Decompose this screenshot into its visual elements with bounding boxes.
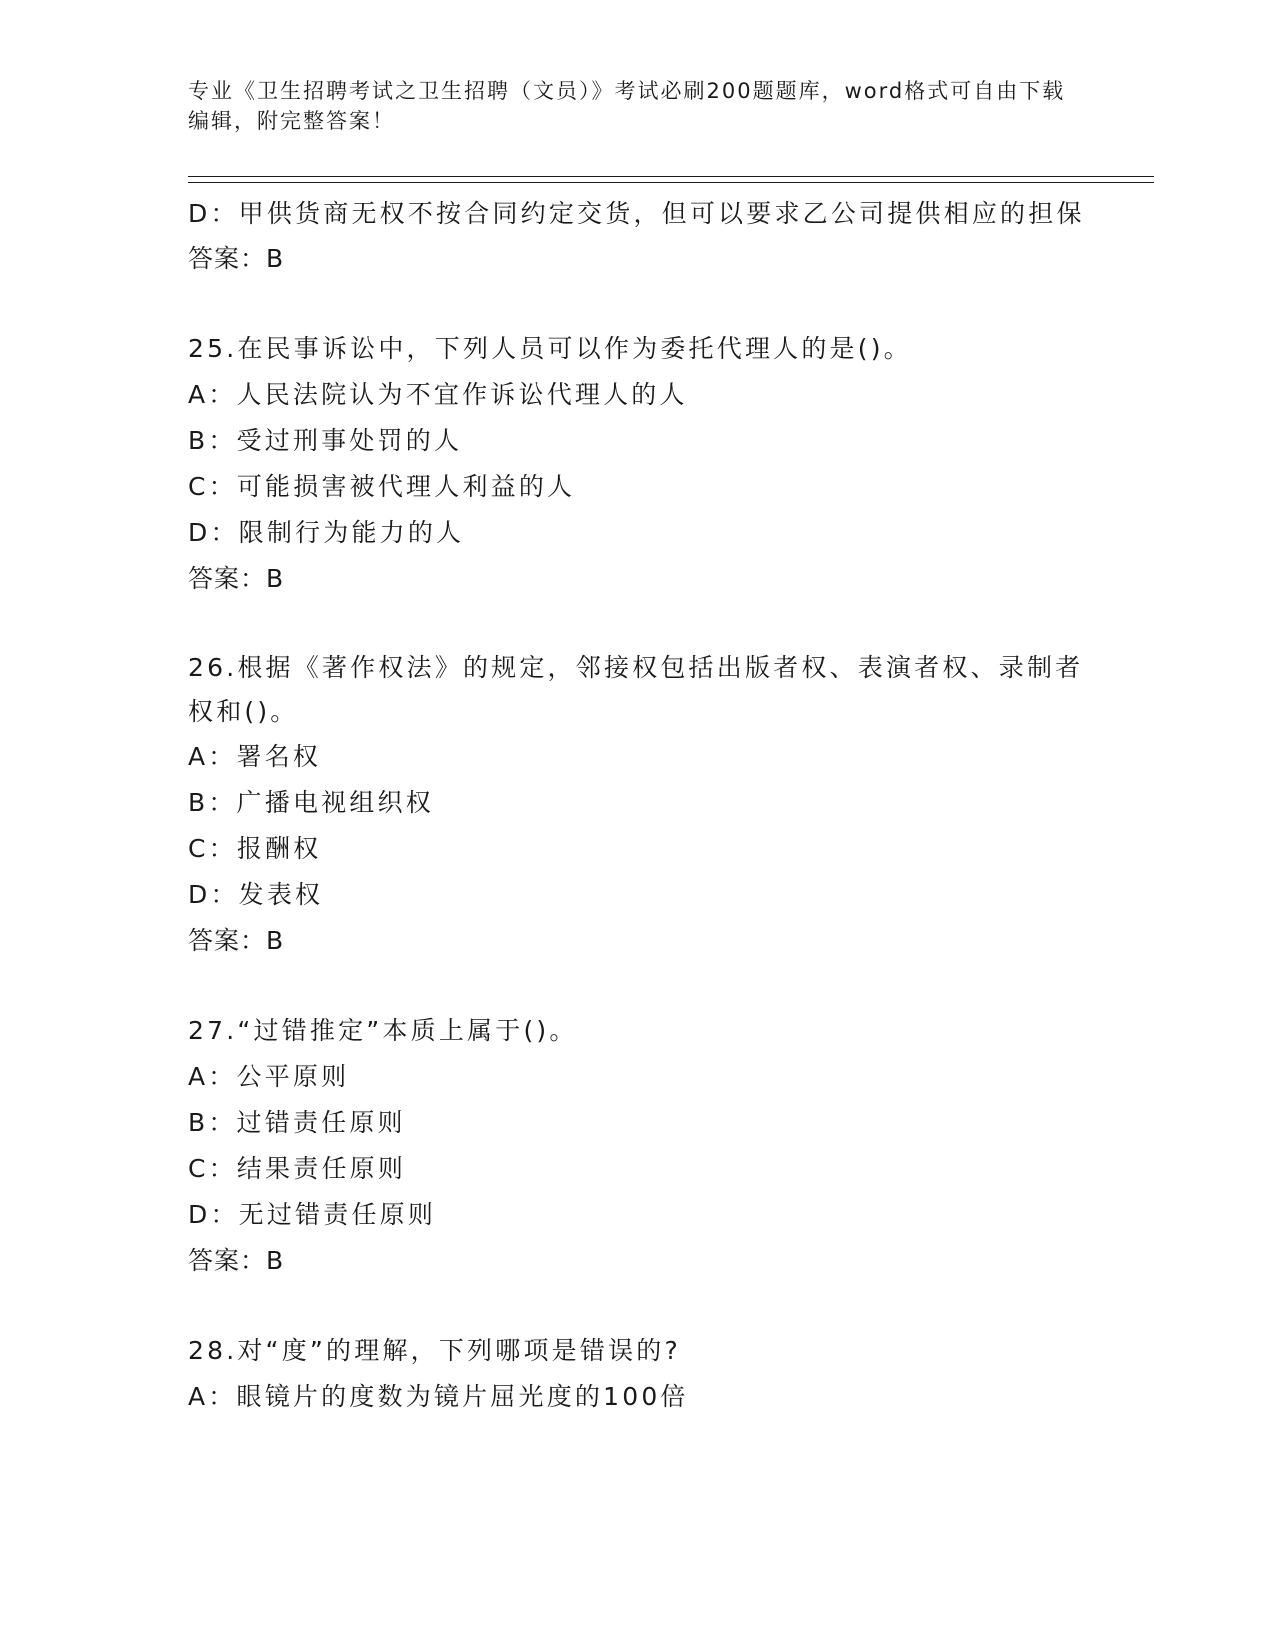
option-d: D：发表权 <box>188 880 324 909</box>
question-27 <box>188 1008 1088 1284</box>
question-28 <box>188 1328 1088 1420</box>
option-b: B：过错责任原则 <box>188 1108 406 1137</box>
answer-line: 答案：B <box>188 926 285 955</box>
question-stem: 28.对“度”的理解，下列哪项是错误的? <box>188 1336 681 1365</box>
question-26 <box>188 646 1088 964</box>
answer-line: 答案：B <box>188 564 285 593</box>
page-header: 专业《卫生招聘考试之卫生招聘（文员）》考试必刷200题题库，word格式可自由下载编辑，附完整答案！ <box>188 79 1066 133</box>
answer-line: 答案：B <box>188 1246 285 1275</box>
option-c: C：可能损害被代理人利益的人 <box>188 472 576 501</box>
answer-line: 答案：B <box>188 244 285 273</box>
question-stem: 27.“过错推定”本质上属于()。 <box>188 1016 578 1045</box>
option-d: D：限制行为能力的人 <box>188 518 465 547</box>
option-c: C：报酬权 <box>188 834 322 863</box>
option-c: C：结果责任原则 <box>188 1154 407 1183</box>
option-a: A：眼镜片的度数为镜片屈光度的100倍 <box>188 1382 689 1411</box>
option-b: B：广播电视组织权 <box>188 788 434 817</box>
option-a: A：人民法院认为不宜作诉讼代理人的人 <box>188 380 688 409</box>
option-a: A：公平原则 <box>188 1062 350 1091</box>
previous-question-tail <box>188 192 1088 282</box>
header-divider-top <box>188 176 1154 177</box>
document-body <box>188 192 1088 1420</box>
question-stem: 25.在民事诉讼中，下列人员可以作为委托代理人的是()。 <box>188 334 912 363</box>
option-d: D：无过错责任原则 <box>188 1200 437 1229</box>
question-stem: 26.根据《著作权法》的规定，邻接权包括出版者权、表演者权、录制者权和()。 <box>188 653 1084 726</box>
question-25 <box>188 326 1088 602</box>
option-a: A：署名权 <box>188 742 322 771</box>
option-b: B：受过刑事处罚的人 <box>188 426 463 455</box>
header-divider-bottom <box>188 182 1154 183</box>
option-d: D：甲供货商无权不按合同约定交货，但可以要求乙公司提供相应的担保 <box>188 199 1085 228</box>
